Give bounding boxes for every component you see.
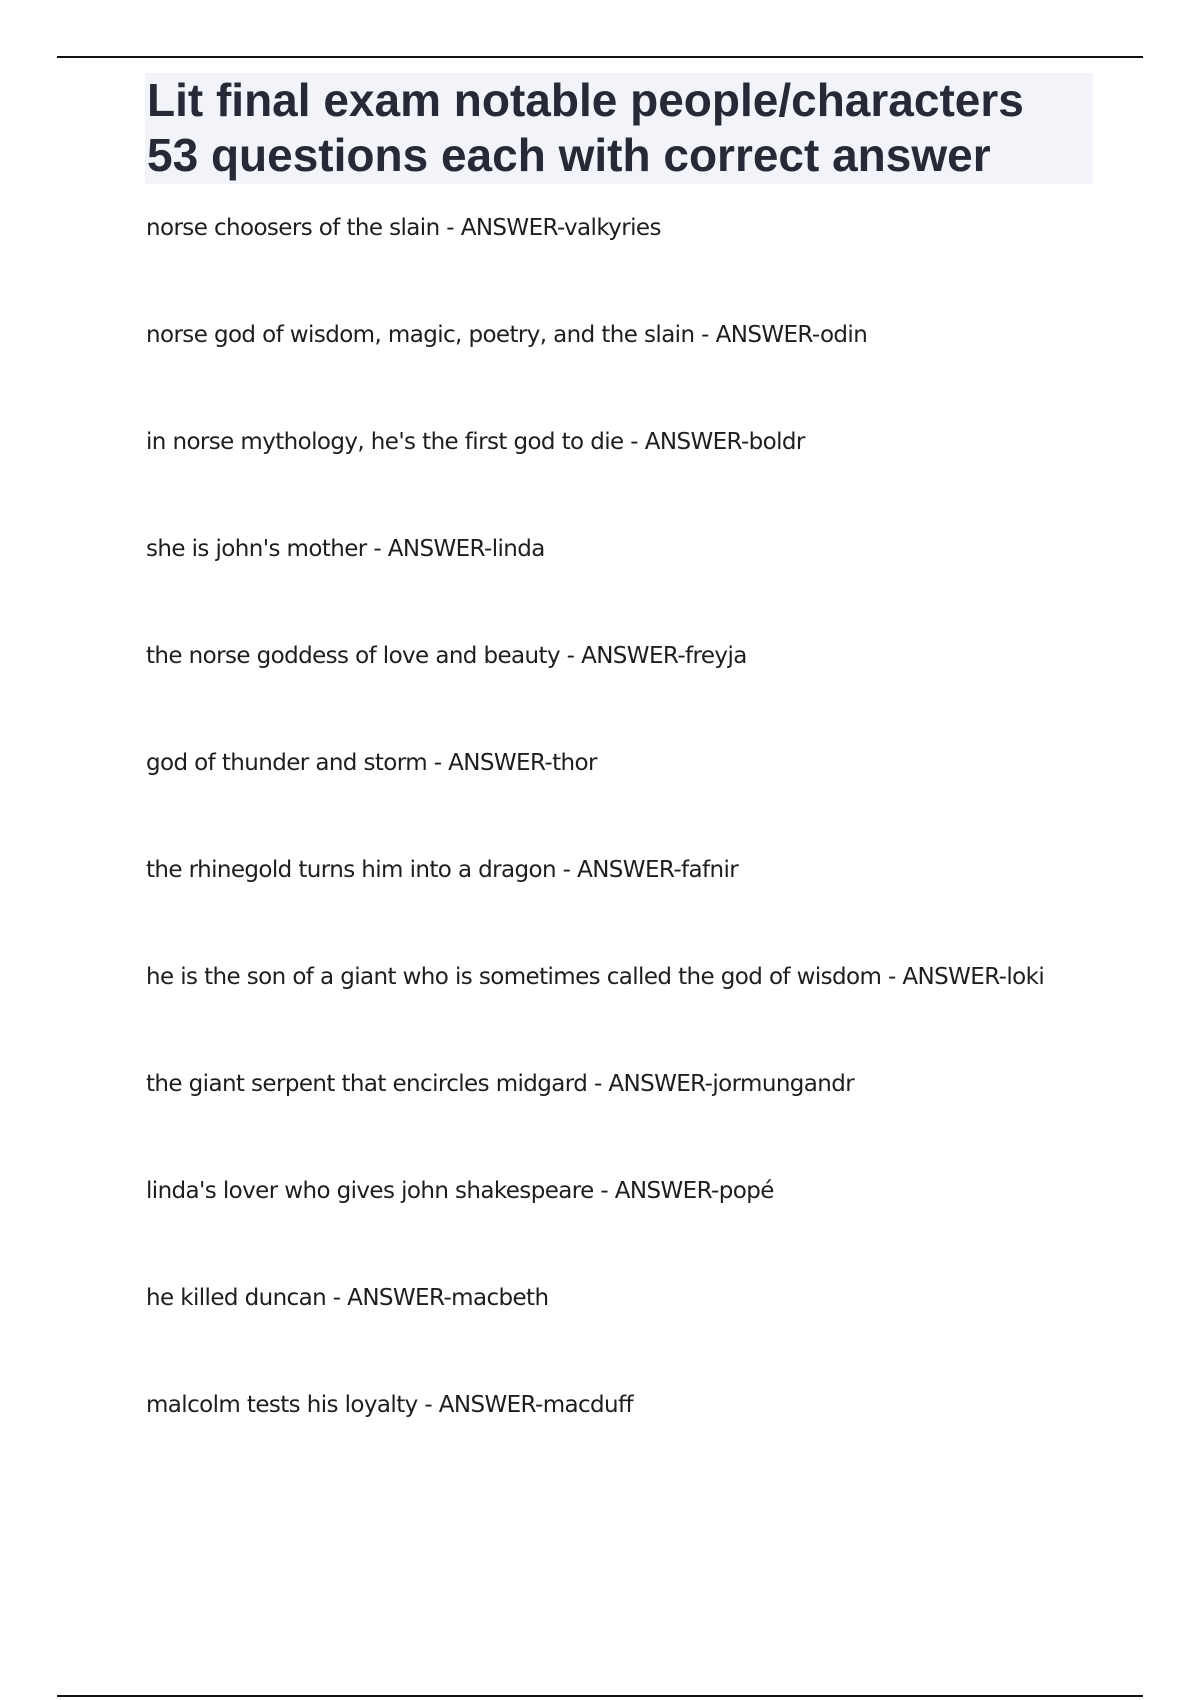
title-line-1: Lit final exam notable people/characters xyxy=(147,74,1024,126)
qa-item-10: linda's lover who gives john shakespeare - ANSWER-popé xyxy=(146,1178,774,1204)
qa-item-11: he killed duncan - ANSWER-macbeth xyxy=(146,1285,549,1311)
question-answer-list xyxy=(146,210,1146,1494)
qa-item-7: the rhinegold turns him into a dragon - ANSWER-fafnir xyxy=(146,857,739,883)
qa-item-5: the norse goddess of love and beauty - ANSWER-freyja xyxy=(146,643,747,669)
qa-item-9: the giant serpent that encircles midgard - ANSWER-jormungandr xyxy=(146,1071,855,1097)
qa-item-6: god of thunder and storm - ANSWER-thor xyxy=(146,750,597,776)
title-block xyxy=(145,73,1093,184)
qa-item-12: malcolm tests his loyalty - ANSWER-macduff xyxy=(146,1392,634,1418)
qa-item-2: norse god of wisdom, magic, poetry, and the slain - ANSWER-odin xyxy=(146,322,868,348)
qa-item-1: norse choosers of the slain - ANSWER-valkyries xyxy=(146,215,661,241)
document-title xyxy=(145,73,1093,183)
qa-item-4: she is john's mother - ANSWER-linda xyxy=(146,536,545,562)
bottom-divider xyxy=(57,1695,1143,1697)
title-line-2: 53 questions each with correct answer xyxy=(147,129,991,181)
qa-item-3: in norse mythology, he's the first god to die - ANSWER-boldr xyxy=(146,429,805,455)
qa-item-8: he is the son of a giant who is sometimes called the god of wisdom - ANSWER-loki xyxy=(146,964,1045,990)
top-divider xyxy=(57,56,1143,58)
